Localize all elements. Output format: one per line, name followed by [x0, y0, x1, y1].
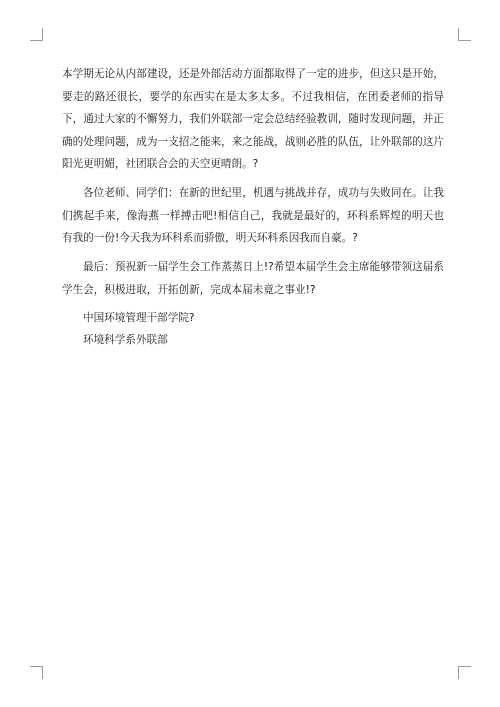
signature-college: 中国环境管理干部学院?: [83, 311, 195, 324]
corner-mark-bottom-right: [458, 666, 471, 679]
signature-department: 环境科学系外联部: [83, 334, 168, 346]
paragraph-address: 各位老师、同学们：在新的世纪里，机遇与挑战并存，成功与失败同在。让我们携起手来，像海燕一样搏击吧!相信自己，我就是最好的，环科系辉煌的明天也有我的一份!今天我为环科系而骄傲，明天环科系因我而自豪。?: [62, 187, 444, 244]
document-body: [62, 63, 444, 352]
corner-mark-top-right: [458, 28, 471, 41]
corner-mark-bottom-left: [30, 666, 43, 679]
paragraph-progress: 本学期无论从内部建设，还是外部活动方面都取得了一定的进步，但这只是开始，要走的路还很长，要学的东西实在是太多太多。不过我相信，在团委老师的指导下，通过大家的不懈努力，我们外联部一定会总结经验教训，随时发现问题，并正确的处理问题，成为一支招之能来，来之能战，战则必胜的队伍，让外联部的这片阳光更明媚，社团联合会的天空更晴朗。?: [62, 68, 444, 170]
corner-mark-top-left: [30, 28, 43, 41]
paragraph-closing: 最后：预祝新一届学生会工作蒸蒸日上!?希望本届学生会主席能够带领这届系学生会，积极进取，开拓创新，完成本届未竟之事业!?: [62, 261, 444, 296]
